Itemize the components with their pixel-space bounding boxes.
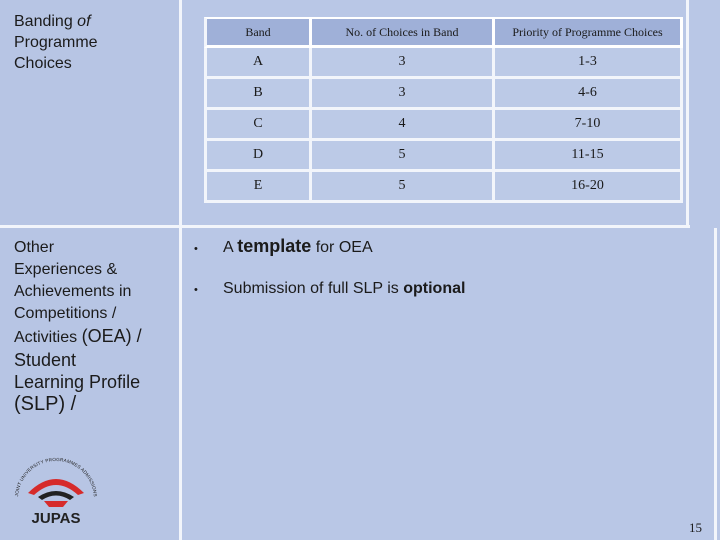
header-choices: No. of Choices in Band	[312, 17, 495, 48]
banding-table	[204, 17, 683, 203]
cell-priority: 11-15	[495, 141, 683, 172]
cell-priority: 16-20	[495, 172, 683, 203]
cell-choices: 5	[312, 141, 495, 172]
title-text: Achievements in	[14, 283, 132, 300]
bullet-text: Submission of full SLP is optional	[223, 280, 466, 297]
cell-band: D	[204, 141, 312, 172]
title-text: Student	[14, 350, 77, 370]
table-row	[204, 79, 683, 110]
section-title-oea-slp	[14, 237, 180, 415]
right-border-bottom	[714, 228, 717, 540]
section-title-banding	[14, 11, 174, 74]
title-text: Banding	[14, 13, 78, 30]
title-text: Activities	[14, 329, 82, 346]
cell-choices: 5	[312, 172, 495, 203]
title-text: (OEA) /	[81, 326, 142, 346]
cell-band: C	[204, 110, 312, 141]
cell-band: E	[204, 172, 312, 203]
table-row	[204, 110, 683, 141]
table-row	[204, 141, 683, 172]
header-band: Band	[204, 17, 312, 48]
bullet-list	[194, 236, 465, 324]
table-row	[204, 48, 683, 79]
svg-text:JUPAS: JUPAS	[31, 510, 81, 527]
table-header-row	[204, 17, 683, 48]
title-text: Competitions /	[14, 305, 117, 322]
bullet-marker: •	[194, 284, 198, 296]
bullet-oea-template	[194, 236, 465, 280]
horizontal-divider	[0, 225, 690, 228]
title-text: Choices	[14, 55, 72, 72]
table-row	[204, 172, 683, 203]
title-italic-text: of	[77, 13, 91, 30]
header-priority: Priority of Programme Choices	[495, 17, 683, 48]
cell-choices: 3	[312, 48, 495, 79]
cell-choices: 4	[312, 110, 495, 141]
right-border-top	[686, 0, 689, 228]
cell-choices: 3	[312, 79, 495, 110]
cell-band: A	[204, 48, 312, 79]
jupas-logo-icon	[8, 455, 104, 527]
cell-priority: 4-6	[495, 79, 683, 110]
title-text: Experiences &	[14, 261, 118, 278]
svg-text:JOINT UNIVERSITY PROGRAMMES AD: JOINT UNIVERSITY PROGRAMMES ADMISSIONS	[14, 456, 98, 498]
title-text: Other	[14, 239, 55, 256]
bullet-marker: •	[194, 243, 198, 255]
title-text: Learning Profile	[14, 372, 141, 392]
title-text: Programme	[14, 34, 98, 51]
cell-priority: 1-3	[495, 48, 683, 79]
jupas-logo	[8, 455, 104, 527]
bullet-slp-optional	[194, 280, 465, 324]
title-text: (SLP) /	[14, 393, 77, 415]
cell-band: B	[204, 79, 312, 110]
cell-priority: 7-10	[495, 110, 683, 141]
bullet-text: A template for OEA	[223, 236, 373, 256]
page-number: 15	[689, 520, 702, 535]
